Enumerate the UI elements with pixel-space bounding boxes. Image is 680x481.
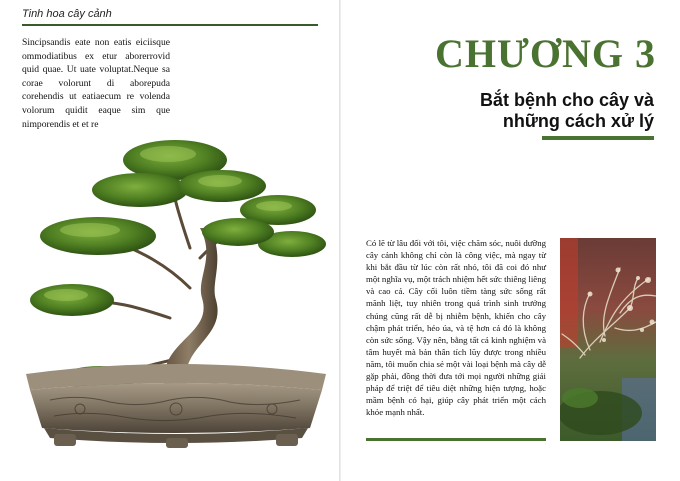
body-rule (366, 438, 546, 441)
chapter-subtitle (394, 90, 654, 132)
bonsai-closeup-photo (560, 238, 656, 441)
running-head: Tinh hoa cây cảnh (22, 8, 112, 20)
running-head-rule (22, 24, 318, 26)
right-page (341, 0, 680, 481)
chapter-title: CHƯƠNG 3 (435, 31, 656, 76)
subtitle-line-2: những cách xử lý (502, 111, 654, 131)
chapter-body-paragraph: Có lẽ từ lâu đối với tôi, việc chăm sóc, nuôi dưỡng cây cảnh không chỉ còn là công việc, mà ngay từ khi bắt đầu từ lúc còn rất nhỏ, tôi đã coi đó như một nghĩa vụ, một trách nhiệm hết sức thiêng liêng và cao cả. Cây cối luôn tiềm tàng sức sống rất mãnh liệt, tuy nhiên trong quá trình sinh trưởng chúng cũng rất dễ bị nhiễm bệnh, khiến cho cây chậm phát triển, héo úa, và tệ hơn cả đó là không còn sức sống. Vậy nên, bằng tất cả kinh nghiệm và tâm huyết mà bản thân tích lũy được trong nhiều năm, tôi muốn chia sẻ một vài loại bệnh mà cây dễ gặp phải, đồng thời đưa tới mọi người những giải pháp để triệt để tiêu diệt những hiện tượng, hoặc mầm bệnh có hại, giúp cây phát triển một cách khỏe mạnh nhất. (366, 238, 546, 418)
subtitle-line-1: Bắt bệnh cho cây và (479, 90, 654, 110)
intro-paragraph: Sincipsandis eate non eatis eiciisque ommodiatibus ex etur aborerrovid quid quae. Ut uate voluptat.Neque sa corae volorunt di aborepuda corehendis ut eatiaecum re volenda volorum quidit eaque sim que nimporendis et et re (22, 37, 170, 130)
title-rule (542, 136, 654, 140)
bonsai-tree-image (20, 128, 332, 448)
